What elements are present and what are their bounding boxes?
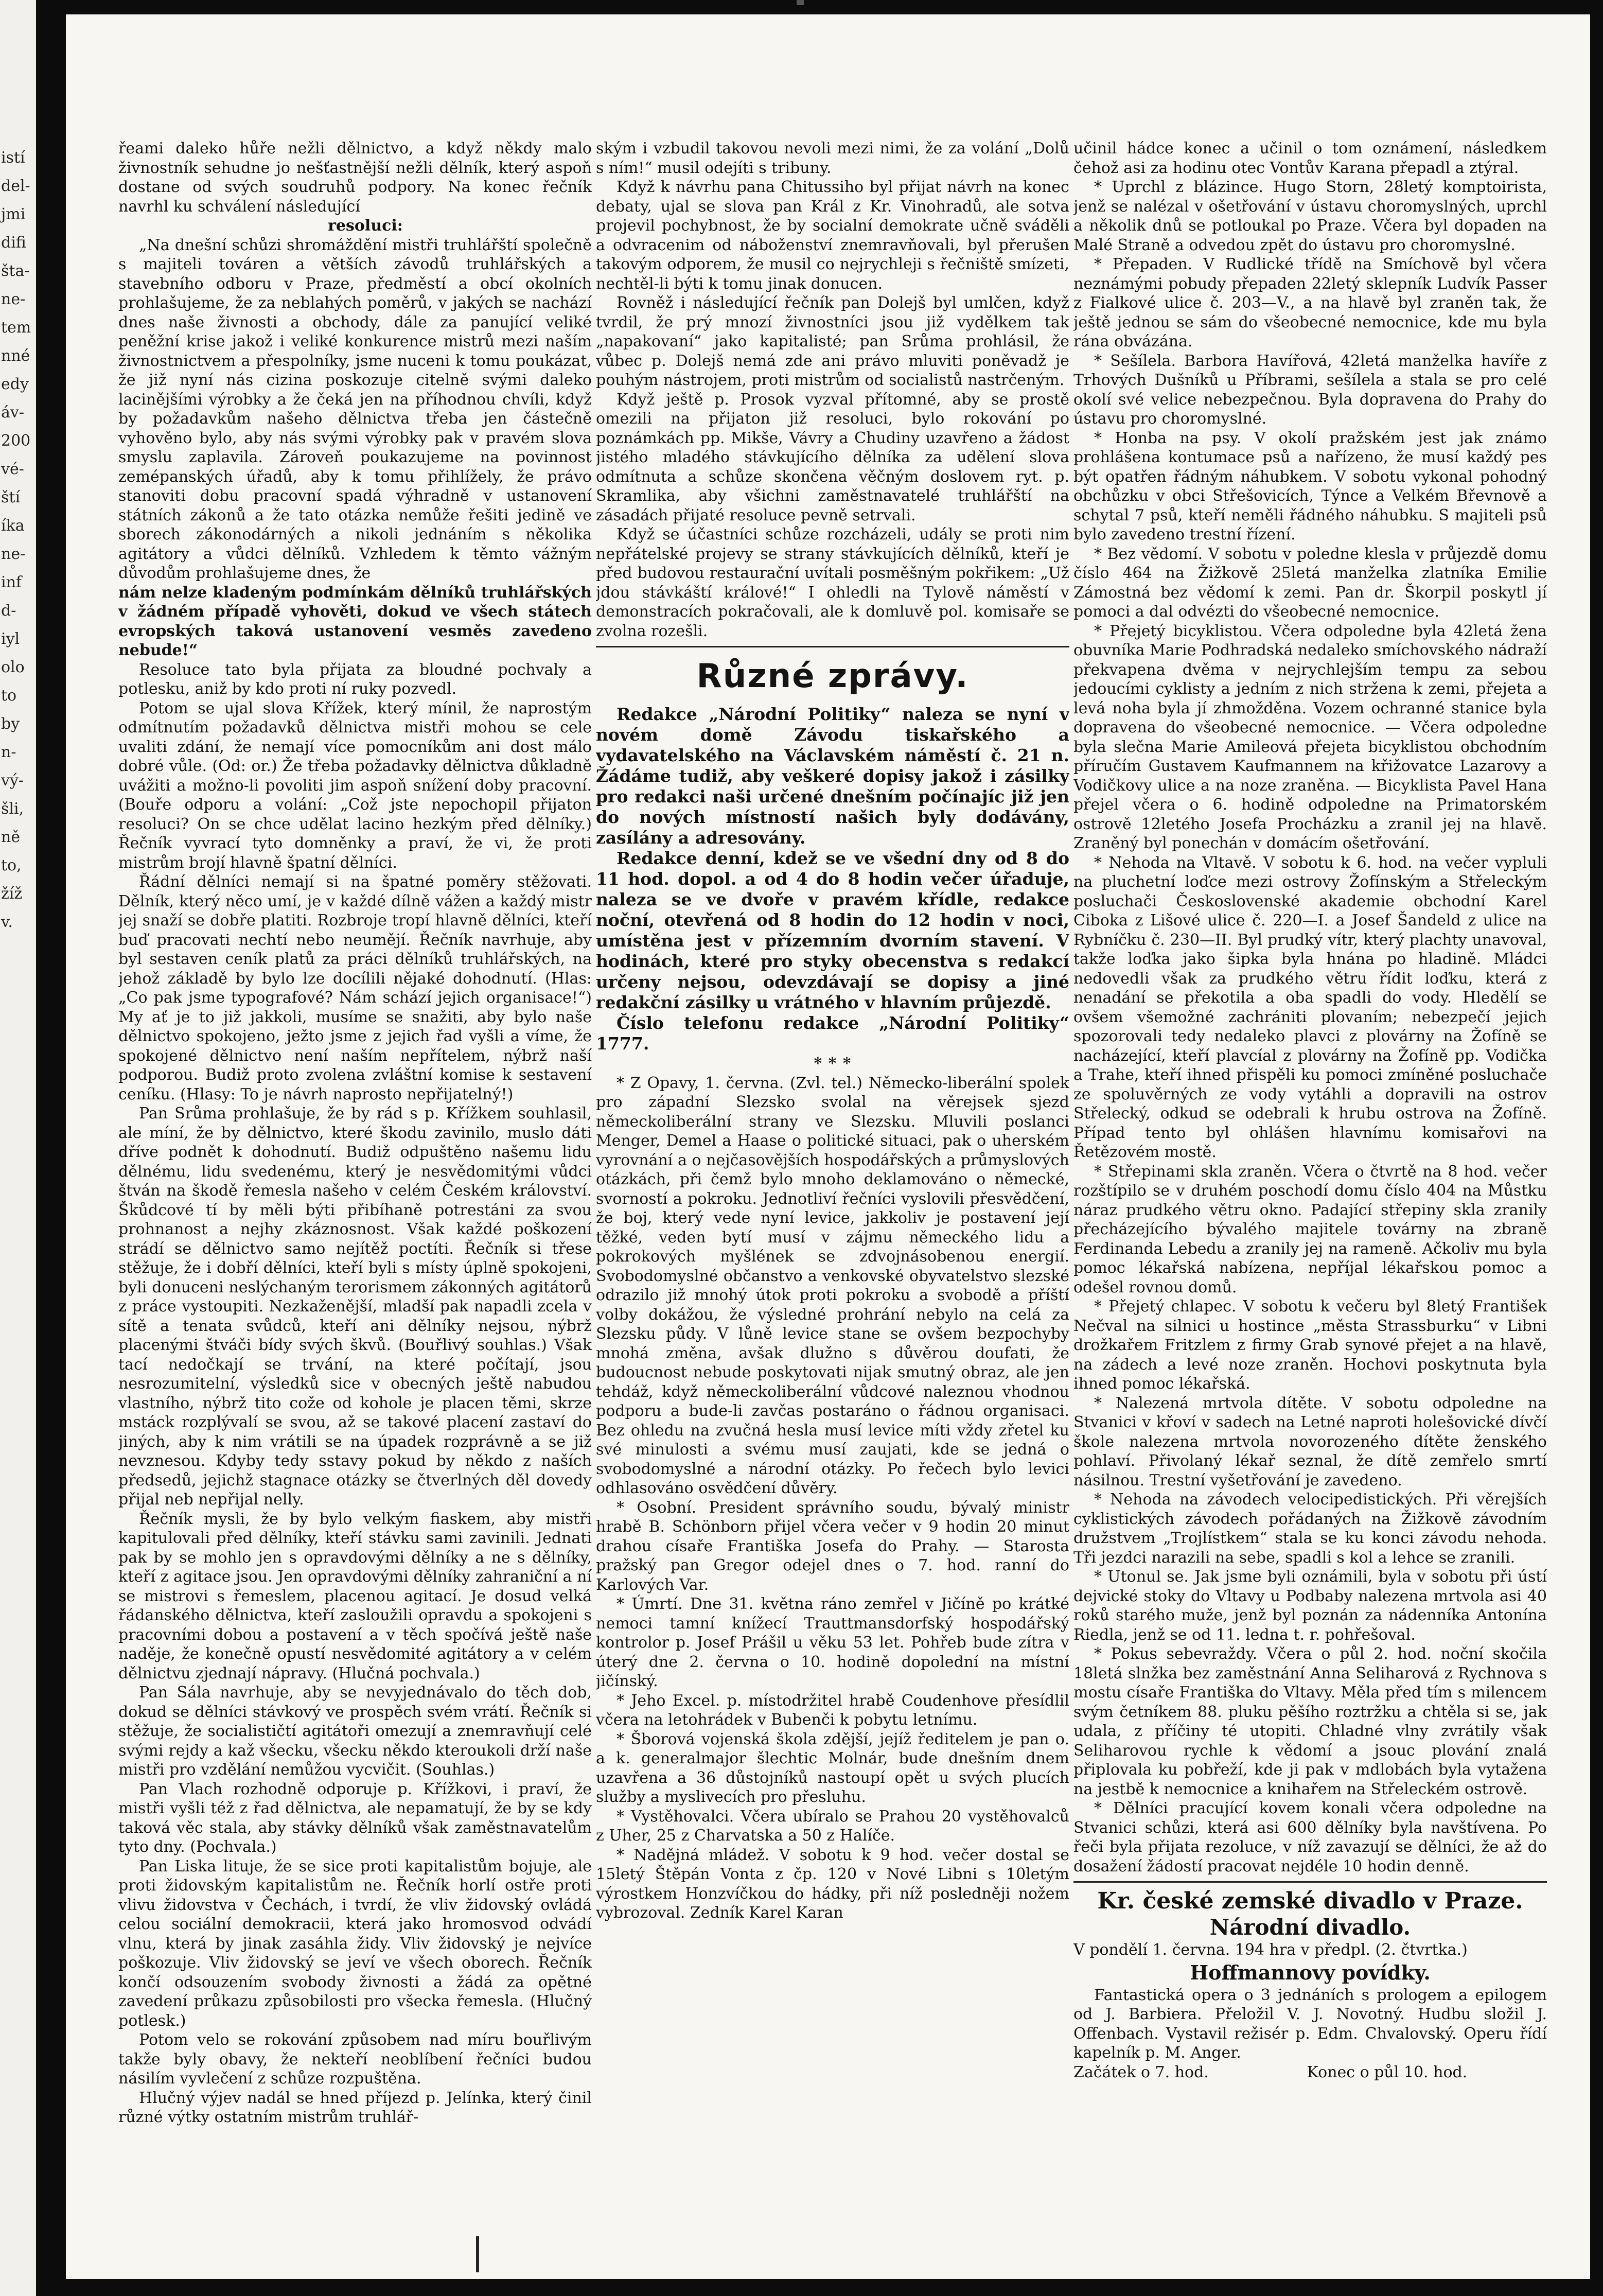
sliver-fragment: difi [1, 234, 26, 252]
theatre-subheading: Národní divadlo. [1209, 1915, 1411, 1940]
sliver-fragment: ne- [1, 290, 26, 308]
sliver-fragment: ne- [1, 545, 26, 563]
paragraph: * Z Opavy, 1. června. (Zvl. tel.) Německo-liberální spolek pro západní Slezsko svolal na věrejsek sjezd německoliberální strany ve Slezsku. Mluvili poslanci Menger, Demel a Haase o politické situaci, pak o uherském vyrovnání a o nejčasovějších hospodářských a průmyslových otázkách, při čemž bylo mnoho deklamováno o německé, svorností a pokroku. Jednotliví řečníci vyslovili přesvědčení, že boj, který vede nyní levice, jakkoliv je postavení její těžké, veden bytí musí v zájmu německého lidu a pokrokových myšlének se zdvojnásobenou energií. Svobodomyslné občanstvo a venkovské obyvatelstvo slezské odrazilo již mnohý útok proti pokroku a svobodě a příští volby dokážou, že výsledné prohrání nebylo na celá za Slezsku půdy. V lůně levice stane se ovšem bezpochyby mnohá změna, avšak dlužno s důvěrou doufati, že budoucnost nebude poskytovati nijak smutný obraz, ale jen tehdáž, když německoliberální vůdcové naleznou vhodnou podporu a bude-li zavčas postaráno o řádnou organisaci. Bez ohledu na zvučná hesla musí levice míti vždy zřetel ku své minulosti a svému musí zaujati, kde se jedná o svobodomyslné a národní otázky. Po řečech bylo levici odhlasováno osvědčení důvěry. [596, 1074, 1069, 1497]
paragraph: Pan Liska lituje, že se sice proti kapitalistům bojuje, ale proti židovským kapitalistům ne. Řečník horlí ostře proti vlivu židovstva v Čechách, i tvrdí, že vliv židovský ovládá celou sociální demokracii, která jako hromosvod odvádí vlnu, která by jinak zasáhla židy. Vliv židovský je nejvíce poškozuje. Vliv židovský se jeví ve všech oborech. Řečník končí odsouzením svobody živnosti a žádá za opětné zavedení průkazu způsobilosti pro všecka řemesla. (Hlučný potlesk.) [118, 1857, 592, 2030]
paragraph: ským i vzbudil takovou nevoli mezi nimi, že za volání „Dolů s ním!“ musil odejíti s tribuny. [596, 139, 1069, 177]
notice-paragraph: Redakce denní, kdež se ve všední dny od 8 do 11 hod. dopol. a od 4 do 8 hodin večer úřaduje, naleza se ve dvoře v pravém křídle, redakce noční, otevřená od 8 hodin do 12 hodin v noci, umístěna jest v přízemním dvorním stavení. V hodinách, které pro styky obecenstva s redakcí určeny nejsou, odevzdávají se dopisy a jiné redakční zásilky u vrátného v hlavním průjezdě. [596, 848, 1069, 1012]
paragraph: Pan Srůma prohlašuje, že by rád s p. Křížkem souhlasil, ale míní, že by dělnictvo, které škodu zavinilo, muslo dáti dříve podnět k dohodnutí. Budiž odpuštěno našemu lidu dělnému, lidu svedenému, který je nesvědomitými vůdci štván na škodě řemesla našeho v celém Českém království. Škůdcové tí by měli býti přibíhaně potrestáni za svou prohnanost a nejhy zkáznosnost. Však každé poškození strádí se dělnictvo samo nejítěž poctíti. Řečník si třese stěžuje, že i dobří dělníci, kteří byli s místy úplně spokojeni, byli donuceni neslýchaným terorismem zákonných agitátorů z práce vystoupiti. Nezkaženější, mladší pak napadli zcela v sítě a tenata svůdců, kteří ani dělníky nejsou, nýbrž placenými štváči bídy svých škvů. (Bouřlivý souhlas.) Však tací nedočkají se trvání, na které počítají, jsou nesrozumitelní, výsledků sice v obecných ještě nabudou vlastního, nýbrž tito cože od kohole je placen těmi, skrze mstáck rozplývalí se svou, až se takové placení zastaví do jiných, aby k nim vrátili se na úpadek rozprávně a se již nevznesou. Kdyby tedy sstavy pokud by někdo z naších předsedů, jejichž stagnace otázky se čtverlných děl dovedy přijal neb nepřijal nelly. [118, 1105, 592, 1509]
sliver-fragment: del- [1, 177, 30, 195]
paragraph: * Střepinami skla zraněn. Včera o čtvrtě na 8 hod. večer rozštípilo se v druhém poschodí domu číslo 404 na Můstku náraz prudkého větru okno. Padající střepiny skla zranily přecházejícího bývalého majitele továrny na zbraně Ferdinanda Lebedu a zranily jej na rameně. Ačkoliv mu byla pomoc lékařská nabízena, nepříjal lékařskou pomoc a odešel rovnou domů. [1073, 1162, 1547, 1296]
middle-bottom-articles [596, 1074, 1069, 1923]
paragraph: „Na dnešní schůzi shromáždění mistři truhlářští společně s majiteli továren a větších závodů truhlářských a stavebního odboru v Praze, předměstí a obcí okolních prohlašujeme, že za neblahých poměrů, v jakých se nachází dnes naše živnosti a obchody, dále za panující veliké peněžní krise jakož i veliké konkurence mistrů mezi naším živnostnictvem a přespolníky, jsme nuceni k tomu poukázat, že již nyní nás cizina poskozuje citelně svými daleko lacinějšími výrobky a že čeká jen na příhodnou chvíli, když by požadavkům našeho dělnictva třeba jen částečně vyhověno bylo, aby nás svými výrobky pak v pravém slova smyslu zaplavila. Zároveň poukazujeme na povinnost zemépanských úřadů, aby k tomu přihlížely, že právo stanoviti dobu pracovní spadá výhradně v ustanovení státních zákonů a že tato otázka nemůže řešiti jedině ve sborech zákonodárných a nikoli jednáním s několika agitátory a vůdci dělníků. Vzhledem k těmto vážným důvodům prohlašujeme dnes, že [118, 236, 592, 582]
paragraph: nám nelze kladeným podmínkám dělníků truhlářských v žádném případě vyhověti, dokud ve všech státech evropských taková ustanovení vesměs zavedeno nebude!“ [118, 583, 592, 659]
sliver-fragment: áv- [1, 404, 24, 422]
sliver-fragment: šta- [1, 262, 30, 280]
notice-paragraph: Redakce „Národní Politiky“ naleza se nyní v novém domě Závodu tiskařského a vydavatelského na Václavském náměstí č. 21 n. Žádáme tudiž, aby veškeré dopisy jakož i zásilky pro redakci naši určené dnešním počínajíc již jen do nových místností našich byly dodávány, zasílány a adresovány. [596, 704, 1069, 848]
paragraph: Pan Vlach rozhodně odporuje p. Křížkovi, i praví, že mistři vyšli též z řad dělnictva, ale nepamatují, že by se kdy taková věc stala, aby stávky dělníků však zaměstnavatelům tyto dny. (Pochvala.) [118, 1780, 592, 1856]
paragraph: * Pokus sebevraždy. Včera o půl 2. hod. noční skočila 18letá slnžka bez zaměstnání Anna Seliharová z Rychnova s mostu císaře Františka do Vltavy. Měla před tím s milencem svým četníkem 88. pluku pěšího roztržku a chtěla si se, jak udala, z příčiny té utopiti. Chladné vlny zvrátily však Seliharovou rychle k vědomí a jsouc plování znalá připlovala ku pobřeží, kde ji pak v mdlobách byla vytažena na jestbě k nemocnice a knihařem na Střeleckém ostrově. [1073, 1645, 1547, 1798]
paragraph: Řečník mysli, že by bylo velkým fiaskem, aby mistři kapitulovali před dělníky, kteří stávku sami zavinili. Jednati pak by se mohlo jen s opravdovými dělníky a ne s dělníky, kteří z agitace jsou. Jen opravdovými dělníky zahraniční a ní se mistrovi s řemeslem, placenou agitací. Je dosud velká řádanského dělnictva, kteří zasloužili opravdu a spokojeni s pracovními dobou a postavení a v těch spočívá ještě naše naděje, že konečně opustí nesvědomité agitátory a v celém dělnictvu zjednají nápravy. (Hlučná pochvala.) [118, 1510, 592, 1682]
paragraph: Když k návrhu pana Chitussiho byl přijat návrh na konec debaty, ujal se slova pan Král z Kr. Vinohradů, ale sotva projevil pochybnost, že by socialní demokrate učně sváděli a odvracenim od náboženství znemravňovali, byl přerušen takovým odporem, že musil co nejrychleji s řečniště smízeti, nechtěl-li býti k tomu jinak donucen. [596, 178, 1069, 293]
paragraph: * Honba na psy. V okolí pražském jest jak známo prohlášena kontumace psů a nařízeno, že musí každý pes být opatřen řádným náhubkem. V sobotu vykonal pohodný obchůzku v obci Střešovicích, Týnce a Velkém Břevnově a schytal 7 psů, kteří neměli řádného náhubku. S majiteli psů bylo zavedeno trestní řízení. [1073, 429, 1547, 544]
top-edge-mark [797, 0, 804, 5]
paragraph: Potom velo se rokování způsobem nad míru bouřlivým takže byly obavy, že nekteří neoblíbení řečníci budou násilím vyvlečení z schůze rozpuštěna. [118, 2031, 592, 2088]
middle-top-articles [596, 139, 1069, 641]
theatre-times: Začátek o 7. hod. Konec o půl 10. hod. [1073, 2063, 1468, 2081]
sliver-fragment: nné [1, 347, 30, 365]
sliver-fragment: šli, [1, 800, 24, 818]
theatre-date: V pondělí 1. června. 194 hra v předpl. (2. čtvrtka.) [1073, 1941, 1468, 1959]
paragraph: * Utonul se. Jak jsme byli oznámili, byla v sobotu při ústí dejvické stoky do Vltavy u Podbaby nalezena mrtvola asi 40 roků starého muže, jenž byl poznán za nádenníka Antonína Riedla, jenž se od 11. ledna t. r. pohřešoval. [1073, 1568, 1547, 1644]
paragraph: * Osobní. President správního soudu, bývalý ministr hrabě B. Schönborn přijel včera večer v 9 hodin 20 minut drahou císaře Františka Josefa do Prahy. — Starosta pražský pan Gregor odejel dnes o 7. hod. ranní do Karlových Var. [596, 1498, 1069, 1594]
paragraph: * Dělníci pracující kovem konali včera odpoledne na Stvanici schůzi, která asi 600 dělníky byla navštívena. Po řeči byla přijata rezoluce, v níž zavazují se dělníci, že až do dosažení žádostí pracovat nejdéle 10 hodin denně. [1073, 1799, 1547, 1876]
sliver-fragment: by [1, 715, 20, 733]
paragraph: * Jeho Excel. p. místodržitel hrabě Coudenhove přesídlil včera na letohrádek v Bubenči k pobytu letnímu. [596, 1691, 1069, 1729]
sliver-fragment: tem [1, 319, 31, 337]
sliver-fragment: žíž [1, 885, 23, 903]
paragraph: Hlučný výjev nadál se hned příjezd p. Jelínka, který činil různé výtky ostatním mistrům truhlář- [118, 2089, 592, 2126]
paragraph: Když ještě p. Prosok vyzval přítomné, aby se prostě omezili na přijaton již resoluci, bylo rokování po poznámkách pp. Mikše, Vávry a Chudiny uzavřeno a žádost jistého mladého stávkujícího dělníka za udělení slova odmítnuta a schůze skončena věčným doslovem ryt. p. Skramlika, aby všichni zaměstnavatelé truhlářští na zásadách přijaté resoluce pevně setrvali. [596, 390, 1069, 524]
sliver-fragment: d- [1, 602, 16, 620]
paragraph: řeami daleko hůře nežli dělnictvo, a když někdy malo živnostník sehudne jo nešťastnější nežli dělník, který aspoň dostane od svých soudruhů podpory. Na konec řečník navrhl ku schválení následující [118, 139, 592, 216]
previous-page-sliver [0, 0, 36, 2296]
paragraph: Potom se ujal slova Křížek, který mínil, že naprostým odmítnutím požadavků dělnictva mistři mohou se cele uvaliti zdání, že nemají více pomocníkům ani dost málo dobré vůle. (Od: or.) Že třeba požadavky dělnictva důkladně uvážiti a možno-li povoliti jim aspoň snížení doby pracovní. (Bouře odporu a volání: „Což jste nepochopil přijaton resoluci? On se chce udělat lacino hezkým před dělníky.) Řečník vyvrací tyto domněnky a praví, že vi, že proti mistrům brojí hlavně špatní dělníci. [118, 699, 592, 872]
paragraph: učinil hádce konec a učinil o tom oznámení, následkem čehož asi za hodinu otec Vontův Karana přepadl a ztýral. [1073, 139, 1547, 177]
editorial-notice [596, 704, 1069, 1054]
paragraph: * Přejetý bicyklistou. Včera odpoledne byla 42letá žena obuvníka Marie Podhradská nedaleko smíchovského nádraží překvapena dvěma v nejrychlejším tempu za sebou jedoucími cyklisty a jedním z nich stržena k zemi, přejeta a levá noha byla jí zhmožděna. Vozem ochranné stanice byla dopravena do všeobecné nemocnice. — Včera odpoledne byla slečna Marie Amileová přejeta bicyklistou obchodním příručím Gustavem Kaufmannem na křižovatce Lazarovy a Vodičkovy ulice a na noze zraněna. — Bicyklista Pavel Hana přejel včera o 6. hodině odpoledne na Primatorském ostrově 12letého Josefa Procházku a zranil jej na hlavě. Zraněný byl ponechán v domácím ošetřování. [1073, 622, 1547, 852]
sliver-fragment: íka [1, 517, 25, 535]
column-middle [596, 139, 1069, 2150]
theatre-description: Fantastická opera o 3 jednáních s prologem a epilogem od J. Barbiera. Přeložil V. J. Novotný. Hudbu složil J. Offenbach. Vystavil režisér p. Edm. Chvalovský. Operu řídí kapelník p. M. Anger. [1073, 1986, 1547, 2062]
paragraph: * Nehoda na Vltavě. V sobotu k 6. hod. na večer vypluli na pluchetní loďce mezi ostrovy Žofínským a Střeleckým posluchači Československé akademie obchodní Karel Ciboka z Lišové ulice č. 220—I. a Josef Šandeld z ulice na Rybníčku č. 230—II. Byl prudký vítr, který plachty unavoval, takže loďka jako šipka byla hnána po hladině. Mládci nedovedli však za prudkého větru řídit loďku, která z nenadání se překotila a oba spadli do vody. Hledělí se ovšem všemožné zachrániti plovaním; nebezpečí jejich spozorovali tedy nedaleko plavci z plovárny na Žofíně se nacházející, kteří plavcíal z plovárny na Žofíně pp. Vodička a Trahe, kteří ihned přispěli ku pomoci zmíněné posluchače ze spoluvěrných ze vody vytáhli a dopravili na ostrov Střelecký, odkud se odebrali k hrubu ostrova na Žofíně. Případ tento byl ohlášen hlavnímu komisařovi na Řetězovém mostě. [1073, 853, 1547, 1161]
paragraph: * Nadějná mládež. V sobotu k 9 hod. večer dostal se 15letý Štěpán Vonta z čp. 120 v Nové Libni s 10letým výrostkem Honzvíčkou do hádky, při níž posledněji nožem vybrozoval. Zedník Karel Karan [596, 1846, 1069, 1922]
column-left [118, 139, 592, 2150]
paragraph: * Úmrtí. Dne 31. května ráno zemřel v Jičíně po krátké nemoci tamní knížecí Trauttmansdorfský hospodářský kontrolor p. Josef Prášil u věku 53 let. Pohřeb bude zítra v úterý dne 2. června o 10. hodině dopolední na místní jičínský. [596, 1595, 1069, 1690]
sliver-fragment: ští [1, 488, 21, 506]
sliver-fragment: ně [1, 828, 21, 846]
sliver-fragment: vé- [1, 460, 24, 478]
bottom-edge-mark [476, 2236, 479, 2272]
theatre-heading: Kr. české zemské divadlo v Praze. [1097, 1888, 1523, 1914]
sliver-fragment: v. [1, 913, 13, 931]
theatre-play-title: Hoffmannovy povídky. [1190, 1960, 1431, 1984]
paragraph: * Nalezená mrtvola dítěte. V sobotu odpoledne na Stvanici v křoví v sadech na Letné naproti holešovické dívčí škole nalezena mrtvola novorozeného dítěte ženského pohlaví. Přivolaný lékař seznal, že dítě zemřelo smrtí násilnou. Trestní vyšetřování je zavedeno. [1073, 1394, 1547, 1489]
paragraph: Resoluce tato byla přijata za bloudné pochvaly a potlesku, aniž by kdo proti ní ruky pozvedl. [118, 660, 592, 698]
sliver-fragment: istí [1, 149, 25, 167]
sliver-fragment: 200 [1, 432, 31, 450]
paragraph: Pan Sála navrhuje, aby se nevyjednávalo do těch dob, dokud se dělníci stávkový ve prospěch svém vrátí. Řečník si stěžuje, že socialističtí agitátoři omezují a znemravňují celé svými rejdy a kaž všecku, všecku někdo kteroukoli drží naše mistři pro vzdělání nemůžou vycvičit. (Souhlas.) [118, 1684, 592, 1779]
paragraph: resoluci: [328, 217, 403, 235]
paragraph: * Bez vědomí. V sobotu v poledne klesla v průjezdě domu číslo 464 na Žižkově 25letá manželka zlatníka Emilie Zámostná bez vědomí k zemi. Pan dr. Škorpil poskytl jí pomoci a dal odvézti do všeobecné nemocnice. [1073, 545, 1547, 621]
newspaper-page [66, 14, 1590, 2279]
paragraph: * Sešílela. Barbora Havířová, 42letá manželka havíře z Trhových Dušníků u Příbrami, sešílela a stala se pro celé okolí své velice nebezpečnou. Byla dopravena do Prahy do ústavu pro choromyslné. [1073, 352, 1547, 428]
sliver-fragment: to, [1, 856, 22, 874]
paragraph: * Přejetý chlapec. V sobotu k večeru byl 8letý František Nečval na silnici u hostince „města Strassburku“ v Libni drožkařem Fritzlem z firmy Grab synové přejet a na hlavě, na zádech a levé noze zraněn. Hochovi poskytnuta byla ihned pomoc lékařská. [1073, 1298, 1547, 1393]
section-rule [596, 646, 1069, 647]
sliver-fragment: olo [1, 658, 25, 676]
paragraph: Rovněž i následující řečník pan Dolejš byl umlčen, když tvrdil, že prý mnozí živnostníci jsou již vydělkem tak „napakovaní“ jako kapitalisté; pan Srůma prohlásil, že vůbec p. Dolejš nemá zde ani právo mluviti poněvadž je pouhým nástrojem, proti mistrům od socialistů nastrčeným. [596, 294, 1069, 389]
sliver-fragment: iyl [1, 630, 20, 648]
paragraph: Když se účastníci schůze rozcházeli, udály se proti nim nepřátelské projevy se strany stávkujících dělníků, kteří je před budovou restaurační uvítali posměšným pokřikem: „Už jdou stávkáští králové!“ I ohledli na Tylově náměstí v demonstracích pokračovali, ale k domluvě pol. komisaře se zvolna rozešli. [596, 525, 1069, 640]
sliver-fragment: to [1, 687, 17, 705]
stars-divider: * * * [814, 1055, 852, 1073]
section-title: Různé zprávy. [696, 657, 969, 695]
sliver-fragment: n- [1, 743, 16, 761]
paragraph: * Přepaden. V Rudlické třídě na Smíchově byl včera neznámými pobudy přepaden 22letý sklepník Ludvík Passer z Fialkové ulice č. 203—V., a na hlavě byl zraněn tak, že ještě jednou se sám do všeobecné nemocnice, kde mu byla rána obvázána. [1073, 255, 1547, 350]
paragraph: * Nehoda na závodech velocipedistických. Při věrejších cyklistických závodech pořádaných na Žižkově závodním družstvem „Trojlístkem“ stala se ku konci závodu nehoda. Tři jezdci narazili na sebe, spadli s kol a lehce se zranili. [1073, 1491, 1547, 1567]
theatre-rule [1073, 1881, 1547, 1883]
sliver-fragment: edy [1, 375, 29, 393]
right-articles [1073, 139, 1547, 1876]
sliver-fragment: inf [1, 573, 22, 591]
paragraph: * Vystěhovalci. Včera ubíralo se Prahou 20 vystěhovalců z Uher, 25 z Charvatska a 50 z Halíče. [596, 1807, 1069, 1845]
column-right [1073, 139, 1547, 2150]
sliver-fragment: jmi [1, 205, 26, 223]
sliver-fragment: vý- [1, 772, 24, 790]
paragraph: Řádní dělníci nemají si na špatné poměry stěžovati. Dělník, který něco umí, je v každé dílně vážen a každý mistr jej snaží se dobře platiti. Rozbroje tropí hlavně dělníci, kteří buď pracovati nechtí nebo neumějí. Řečník navrhuje, aby byl sestaven ceník platů za práci dělníků truhlářských, na jehož základě by bylo lze docílili nějaké dohodnutí. (Hlas: „Co pak jsme typografové? Nám schází jejich organisace!“) My ať je to již jakkoli, musíme se snažiti, aby bylo naše dělnictvo spokojeno, ježto jsme z jejich řad vyšli a víme, že spokojené dělnictvo není naším nepřítelem, nýbrž naší podporou. Budiž proto zvolena zvláštní komise k sestavení ceníku. (Hlasy: To je návrh naprosto nepřijatelný!) [118, 873, 592, 1103]
paragraph: * Uprchl z blázince. Hugo Storn, 28letý komptoirista, jenž se nalézal v ošetřování v ústavu choromyslných, uprchl a několik dnů se potloukal po Praze. Včera byl dopaden na Malé Straně a odvedou zpět do ústavu pro choromyslné. [1073, 178, 1547, 254]
paragraph: * Šborová vojenská škola zdější, jejíž ředitelem je pan o. a k. generalmajor šlechtic Molnár, bude dnešním dnem uzavřena a 36 důstojníků nastoupí opět u svých plucích služby a myslivecích pro přesluhu. [596, 1730, 1069, 1806]
notice-paragraph: Číslo telefonu redakce „Národní Politiky“ 1777. [596, 1013, 1069, 1054]
